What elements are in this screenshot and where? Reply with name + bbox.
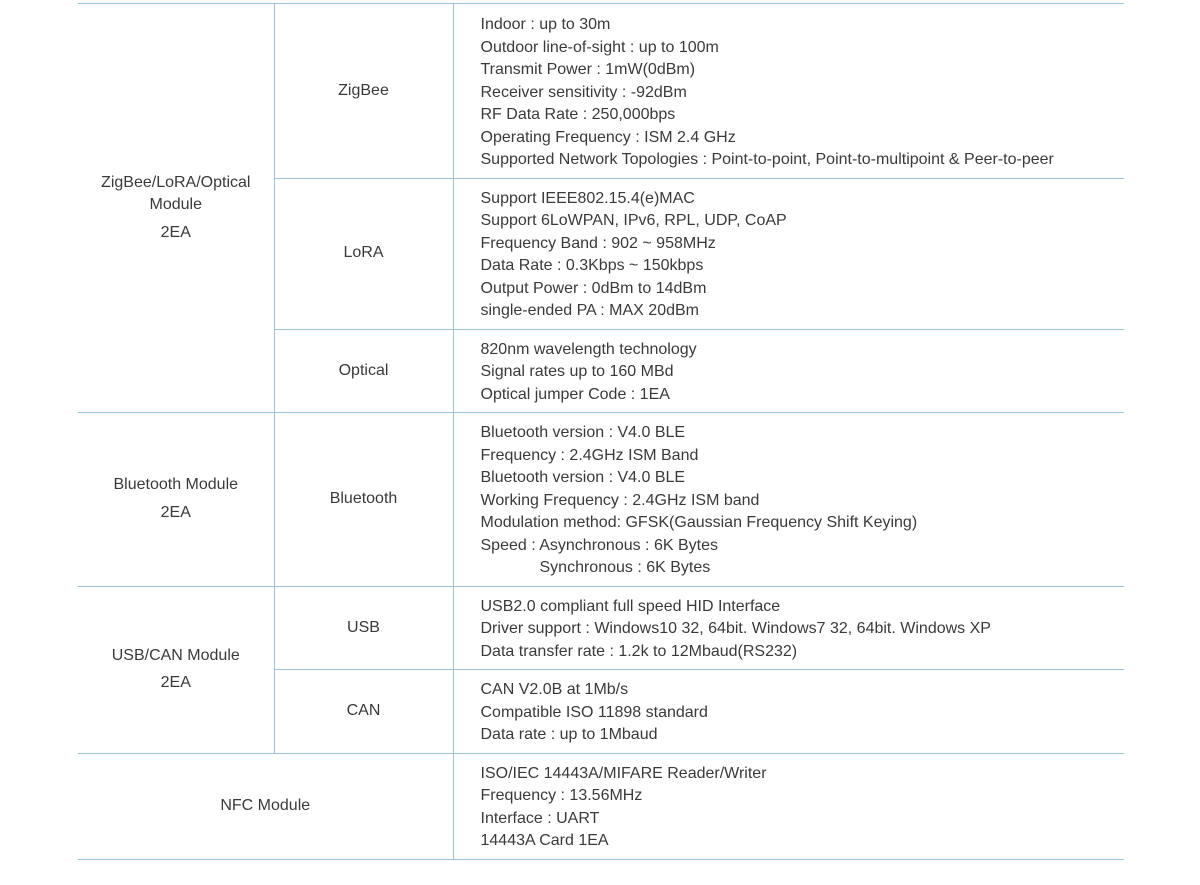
spec-line: Modulation method: GFSK(Gaussian Frequency Shift Keying): [480, 514, 918, 531]
spec-line: Speed : Asynchronous : 6K Bytes: [480, 536, 718, 554]
table-row: [78, 753, 1124, 859]
module-qty: 2EA: [160, 223, 191, 241]
spec-line: Data Rate : 0.3Kbps ~ 150kbps: [480, 257, 704, 274]
module-name-line-2: Module: [149, 196, 202, 214]
tech-cell-usb: USB: [274, 586, 453, 670]
spec-line: Support 6LoWPAN, IPv6, RPL, UDP, CoAP: [480, 212, 787, 229]
spec-line: Outdoor line-of-sight : up to 100m: [480, 38, 719, 56]
module-name: NFC Module: [220, 796, 311, 814]
spec-line: Frequency Band : 902 ~ 958MHz: [480, 234, 716, 252]
spec-line: Output Power : 0dBm to 14dBm: [480, 279, 707, 297]
specs-cell-can: [453, 670, 1124, 754]
spec-line: Bluetooth version : V4.0 BLE: [480, 469, 686, 486]
tech-cell-lora: LoRA: [274, 178, 453, 329]
module-cell-bluetooth: [78, 413, 274, 587]
spec-line: Data transfer rate : 1.2k to 12Mbaud(RS232): [480, 642, 798, 660]
module-name: Bluetooth Module: [113, 476, 239, 494]
specs-cell-lora: [453, 178, 1124, 329]
module-qty: 2EA: [160, 674, 191, 691]
table-row: [78, 586, 1124, 670]
spec-line: 820nm wavelength technology: [480, 340, 697, 358]
spec-line: Signal rates up to 160 MBd: [480, 363, 674, 380]
spec-line: Interface : UART: [480, 809, 600, 827]
spec-line: CAN V2.0B at 1Mb/s: [480, 681, 629, 698]
tech-cell-bluetooth: Bluetooth: [274, 413, 453, 587]
spec-line: USB2.0 compliant full speed HID Interface: [480, 597, 781, 615]
spec-line: Compatible ISO 11898 standard: [480, 703, 708, 721]
spec-line: 14443A Card 1EA: [480, 832, 609, 849]
tech-cell-optical: Optical: [274, 329, 453, 413]
table-row: [78, 413, 1124, 587]
spec-line: Transmit Power : 1mW(0dBm): [480, 61, 696, 78]
module-cell-usb-can: [78, 586, 274, 753]
spec-line: Working Frequency : 2.4GHz ISM band: [480, 491, 760, 509]
spec-line: Data rate : up to 1Mbaud: [480, 726, 658, 743]
spec-line: single-ended PA : MAX 20dBm: [480, 302, 699, 319]
spec-table: [78, 3, 1124, 860]
table-row: [78, 4, 1124, 179]
spec-line: Operating Frequency : ISM 2.4 GHz: [480, 128, 736, 146]
spec-line: Frequency : 2.4GHz ISM Band: [480, 446, 699, 464]
spec-line: Support IEEE802.15.4(e)MAC: [480, 189, 695, 207]
module-cell-nfc: [78, 753, 453, 859]
spec-line: Driver support : Windows10 32, 64bit. Windows7 32, 64bit. Windows XP: [480, 620, 991, 637]
spec-line: Frequency : 13.56MHz: [480, 787, 643, 804]
specs-cell-zigbee: [453, 4, 1124, 179]
module-qty: 2EA: [160, 503, 191, 521]
specs-cell-optical: [453, 329, 1124, 413]
module-name: USB/CAN Module: [111, 646, 240, 664]
spec-line: Optical jumper Code : 1EA: [480, 385, 670, 403]
module-cell-zigbee-lora-optical: [78, 4, 274, 413]
specs-cell-bluetooth: [453, 413, 1124, 587]
module-name-line-1: ZigBee/LoRA/Optical: [101, 173, 251, 191]
spec-line: Bluetooth version : V4.0 BLE: [480, 424, 686, 441]
spec-line: ISO/IEC 14443A/MIFARE Reader/Writer: [480, 764, 767, 782]
spec-line: Supported Network Topologies : Point-to-point, Point-to-multipoint & Peer-to-peer: [480, 151, 1054, 168]
specs-cell-usb: [453, 586, 1124, 670]
spec-line: Synchronous : 6K Bytes: [539, 559, 711, 576]
spec-line: Receiver sensitivity : -92dBm: [480, 83, 687, 101]
specs-cell-nfc: [453, 753, 1124, 859]
spec-line: Indoor : up to 30m: [480, 16, 611, 33]
spec-line: RF Data Rate : 250,000bps: [480, 106, 676, 123]
tech-cell-can: CAN: [274, 670, 453, 754]
tech-cell-zigbee: ZigBee: [274, 4, 453, 179]
